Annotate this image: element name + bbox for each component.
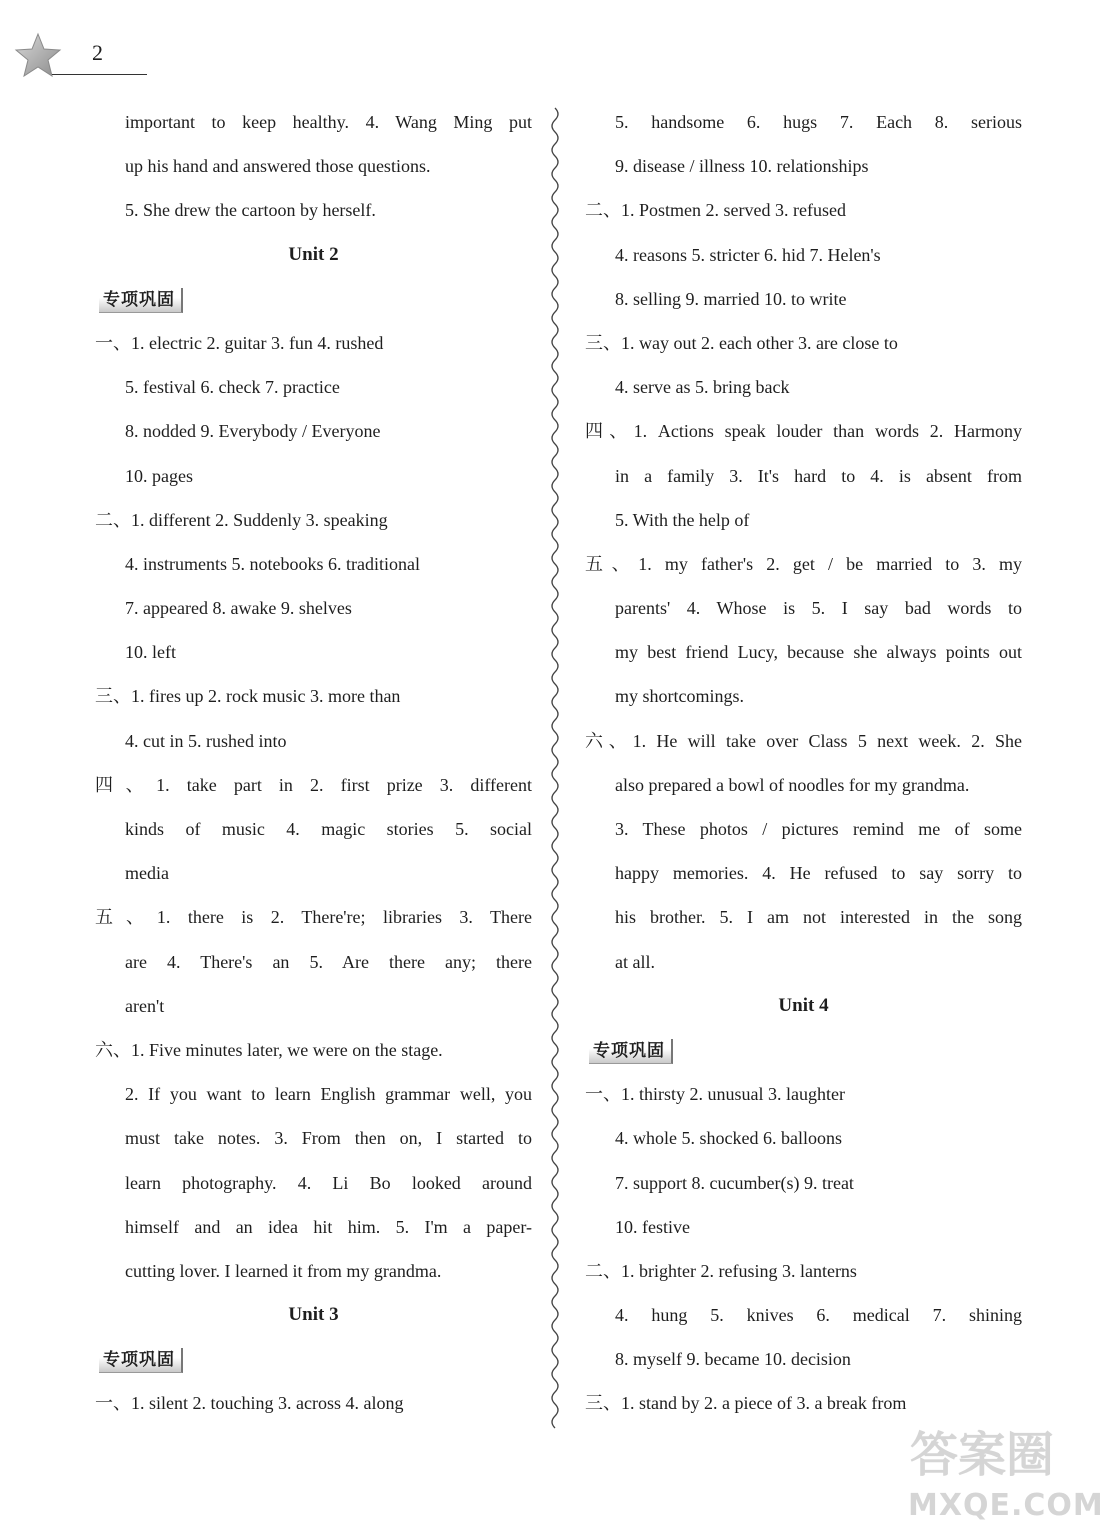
- answer-line: 五、1. there is 2. There're; libraries 3. There: [95, 907, 532, 928]
- left-column: [95, 100, 532, 1426]
- section-label-row: [585, 1028, 1022, 1072]
- answer-line: are 4. There's an 5. Are there any; there: [125, 951, 532, 972]
- answer-line: my best friend Lucy, because she always points out: [615, 642, 1022, 663]
- answer-line: 二、1. brighter 2. refusing 3. lanterns: [585, 1260, 857, 1281]
- answer-line: 五、1. my father's 2. get / be married to 3. my: [585, 553, 1022, 574]
- watermark-url: MXQE.COM: [908, 1488, 1104, 1523]
- section-label-row: [95, 277, 532, 321]
- answer-line: cutting lover. I learned it from my grandma.: [125, 1260, 442, 1281]
- answer-line: 3. These photos / pictures remind me of some: [615, 819, 1022, 839]
- answer-line: 5. festival 6. check 7. practice: [125, 377, 340, 398]
- answer-line: 二、1. different 2. Suddenly 3. speaking: [95, 509, 388, 530]
- answer-line: 4. hung 5. knives 6. medical 7. shining: [615, 1305, 1022, 1326]
- answer-line: up his hand and answered those questions.: [125, 156, 431, 177]
- answer-line: 9. disease / illness 10. relationships: [615, 156, 869, 177]
- answer-line: also prepared a bowl of noodles for my grandma.: [615, 774, 970, 795]
- unit-heading: Unit 3: [288, 1304, 339, 1326]
- page-number: 2: [92, 40, 103, 65]
- answer-line: 六、1. Five minutes later, we were on the stage.: [95, 1039, 443, 1060]
- answer-line: his brother. 5. I am not interested in the song: [615, 907, 1022, 928]
- answer-line: 一、1. thirsty 2. unusual 3. laughter: [585, 1084, 845, 1105]
- section-label: 专项巩固: [99, 288, 183, 313]
- answer-line: 8. selling 9. married 10. to write: [615, 288, 847, 309]
- answer-line: 7. support 8. cucumber(s) 9. treat: [615, 1172, 854, 1193]
- answer-line: my shortcomings.: [615, 686, 744, 707]
- header-rule: [52, 74, 147, 75]
- answer-line: 10. pages: [125, 465, 193, 486]
- answer-line: 10. festive: [615, 1216, 690, 1237]
- section-label: 专项巩固: [589, 1039, 673, 1064]
- answer-line: 四、1. take part in 2. first prize 3. different: [95, 774, 532, 795]
- answer-line: 4. whole 5. shocked 6. balloons: [615, 1128, 842, 1149]
- page-header: [14, 32, 149, 82]
- answer-line: kinds of music 4. magic stories 5. social: [125, 819, 532, 839]
- answer-line: 5. handsome 6. hugs 7. Each 8. serious: [615, 112, 1022, 132]
- answer-line: 一、1. silent 2. touching 3. across 4. along: [95, 1393, 404, 1414]
- answer-line: 一、1. electric 2. guitar 3. fun 4. rushed: [95, 332, 384, 353]
- section-label: 专项巩固: [99, 1348, 183, 1373]
- unit-heading: Unit 4: [778, 994, 829, 1016]
- answer-line: 三、1. way out 2. each other 3. are close to: [585, 332, 898, 353]
- answer-line: 六、1. He will take over Class 5 next week. 2. She: [585, 730, 1022, 751]
- unit-heading: Unit 2: [288, 243, 339, 265]
- answer-line: 5. She drew the cartoon by herself.: [125, 200, 376, 221]
- answer-line: happy memories. 4. He refused to say sorry to: [615, 863, 1022, 884]
- answer-line: 4. instruments 5. notebooks 6. traditional: [125, 553, 420, 574]
- answer-line: media: [125, 863, 169, 884]
- answer-line: himself and an idea hit him. 5. I'm a paper-: [125, 1216, 532, 1237]
- answer-line: parents' 4. Whose is 5. I say bad words to: [615, 598, 1022, 619]
- section-label-row: [95, 1337, 532, 1381]
- answer-line: 4. cut in 5. rushed into: [125, 730, 287, 751]
- star-icon: [14, 32, 62, 78]
- answer-line: 三、1. stand by 2. a piece of 3. a break from: [585, 1393, 907, 1414]
- answer-line: 四、1. Actions speak louder than words 2. Harmony: [585, 421, 1022, 442]
- answer-line: 10. left: [125, 642, 176, 663]
- answer-line: must take notes. 3. From then on, I started to: [125, 1128, 532, 1149]
- answer-line: learn photography. 4. Li Bo looked around: [125, 1172, 532, 1193]
- answer-line: 2. If you want to learn English grammar well, you: [125, 1084, 532, 1105]
- watermark-logo: [900, 1408, 1104, 1532]
- right-column: [585, 100, 1022, 1426]
- answer-line: aren't: [125, 995, 165, 1016]
- answer-line: 8. myself 9. became 10. decision: [615, 1349, 851, 1370]
- answer-line: 8. nodded 9. Everybody / Everyone: [125, 421, 381, 442]
- answer-line: 三、1. fires up 2. rock music 3. more than: [95, 686, 401, 707]
- answer-line: in a family 3. It's hard to 4. is absent from: [615, 465, 1022, 486]
- watermark-chinese: 答案圈: [910, 1427, 1055, 1483]
- answer-line: 二、1. Postmen 2. served 3. refused: [585, 200, 846, 221]
- column-divider: [548, 108, 562, 1418]
- answer-line: 4. serve as 5. bring back: [615, 377, 790, 398]
- answer-line: at all.: [615, 951, 655, 972]
- answer-line: 5. With the help of: [615, 509, 750, 530]
- answer-line: important to keep healthy. 4. Wang Ming put: [125, 112, 532, 132]
- answer-line: 7. appeared 8. awake 9. shelves: [125, 598, 352, 619]
- answer-line: 4. reasons 5. stricter 6. hid 7. Helen's: [615, 244, 881, 265]
